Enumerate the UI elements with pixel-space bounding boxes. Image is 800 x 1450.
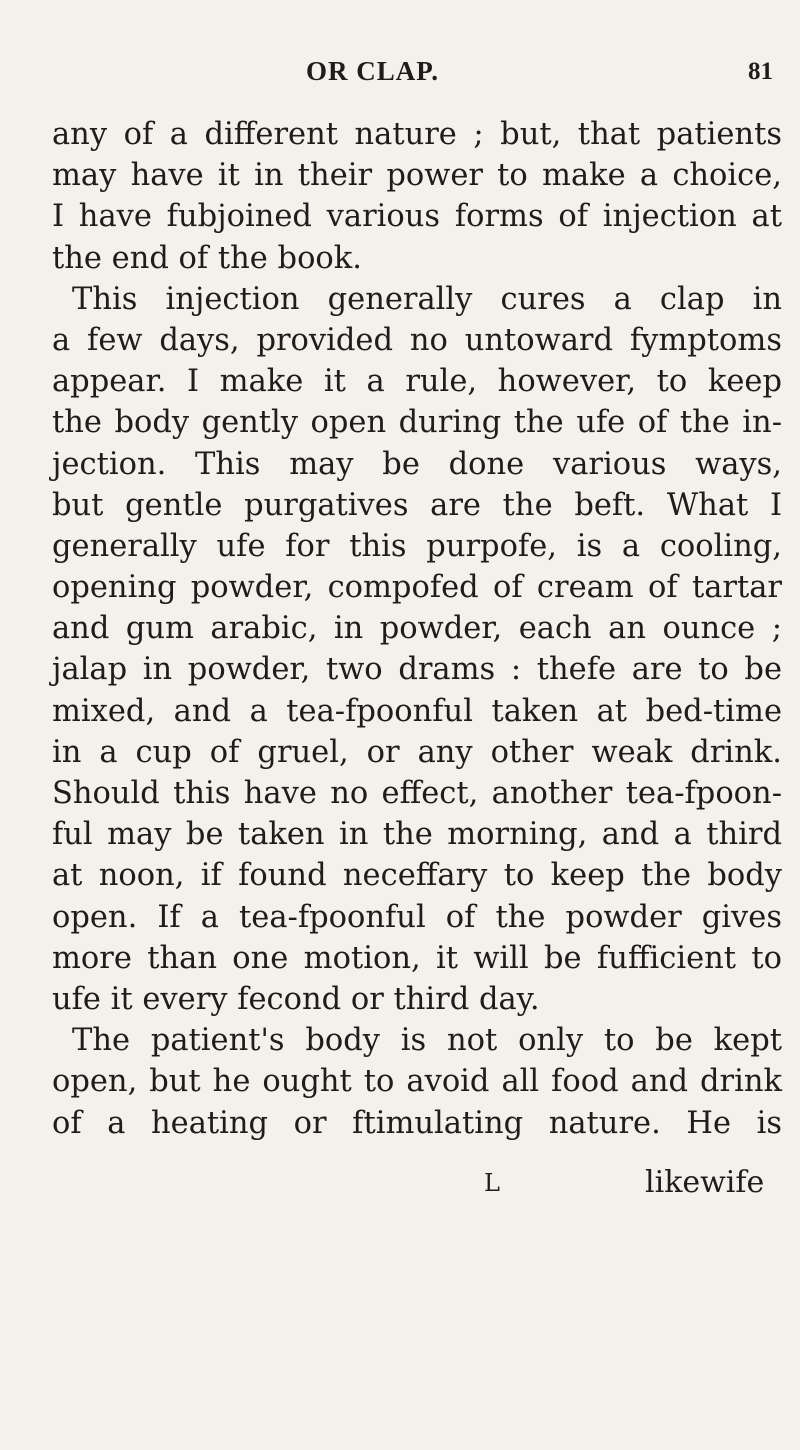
text-line: open, but he ought to avoid all food and drink (52, 1064, 782, 1100)
signature-mark: L (484, 1169, 500, 1197)
text-line: in a cup of gruel, or any other weak drink. (52, 734, 782, 770)
text-line: Should this have no effect, another tea-fpoon- (52, 776, 782, 811)
body-text (52, 114, 782, 1144)
text-line: but gentle purgatives are the beft. What I (52, 487, 782, 523)
text-line: a few days, provided no untoward fymptoms (52, 322, 782, 358)
text-line: the end of the book. (52, 240, 362, 276)
catchword: likewife (645, 1165, 765, 1200)
text-line: of a heating or ftimulating nature. He is (52, 1105, 782, 1141)
text-line: generally ufe for this purpofe, is a cooling, (52, 528, 782, 564)
running-head: OR CLAP. (306, 56, 440, 86)
text-line: opening powder, compofed of cream of tartar (52, 570, 782, 606)
text-line: This injection generally cures a clap in (72, 281, 782, 317)
text-line: and gum arabic, in powder, each an ounce ; (52, 611, 782, 647)
text-line: jection. This may be done various ways, (52, 446, 782, 482)
text-line: the body gently open during the ufe of the in- (52, 405, 782, 441)
page-number: 81 (748, 58, 773, 85)
text-line: open. If a tea-fpoonful of the powder gives (52, 899, 782, 935)
text-line: at noon, if found neceffary to keep the body (52, 858, 782, 894)
text-line: may have it in their power to make a choice, (52, 158, 782, 194)
text-line: ful may be taken in the morning, and a third (52, 817, 782, 853)
text-line: The patient's body is not only to be kept (72, 1023, 782, 1059)
text-line: more than one motion, it will be fufficient to (52, 940, 782, 976)
text-line: jalap in powder, two drams : thefe are to be (52, 652, 782, 688)
text-line: mixed, and a tea-fpoonful taken at bed-time (52, 693, 782, 729)
text-line: any of a different nature ; but, that patients (52, 117, 782, 152)
text-line: I have fubjoined various forms of injection at (52, 199, 782, 235)
page-footer (0, 1163, 800, 1203)
text-line: appear. I make it a rule, however, to keep (52, 364, 782, 400)
text-line: ufe it every fecond or third day. (52, 981, 540, 1017)
